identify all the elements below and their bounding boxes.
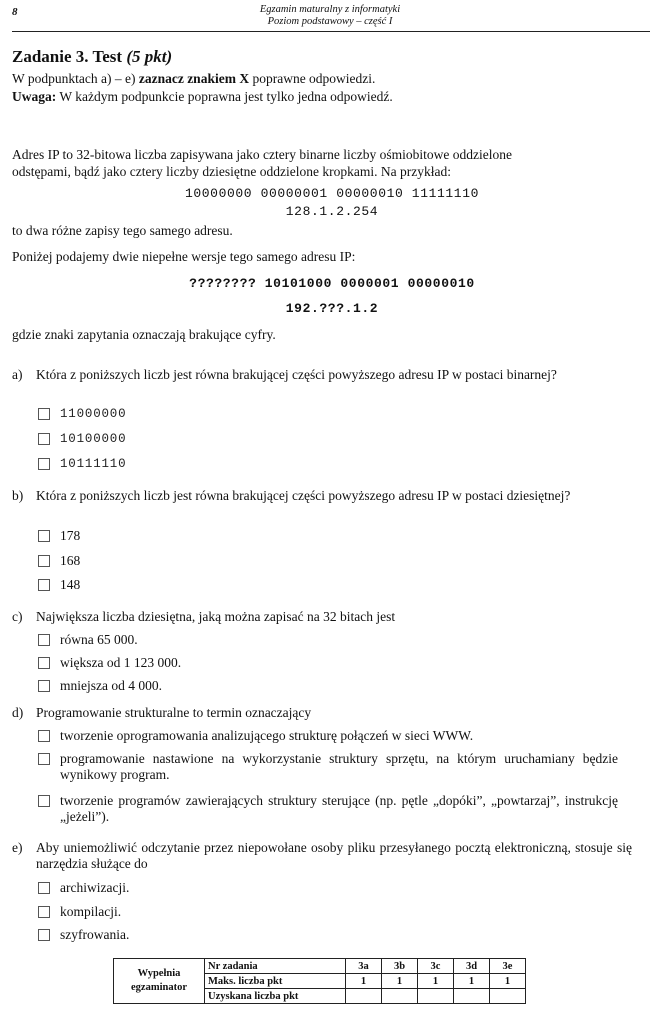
checkbox[interactable]	[38, 555, 50, 567]
answer-e-3[interactable]	[38, 927, 618, 943]
question-d	[12, 705, 632, 721]
instruction-post: poprawne odpowiedzi.	[249, 71, 376, 86]
answer-text: równa 65 000.	[60, 632, 138, 647]
checkbox[interactable]	[38, 458, 50, 470]
intro-line-1: Adres IP to 32-bitowa liczba zapisywana jako cztery binarne liczby ośmiobitowe oddzielone	[12, 147, 512, 162]
checkbox[interactable]	[38, 657, 50, 669]
answer-d-2[interactable]	[38, 751, 618, 783]
row-label-got: Uzyskana liczba pkt	[205, 989, 346, 1004]
answer-c-3[interactable]	[38, 678, 618, 694]
max-points-cell: 1	[454, 974, 490, 989]
task-number-cell: 3d	[454, 959, 490, 974]
answer-b-2[interactable]	[38, 553, 618, 569]
checkbox[interactable]	[38, 579, 50, 591]
checkbox[interactable]	[38, 433, 50, 445]
page-number: 8	[12, 6, 18, 18]
question-text: Która z poniższych liczb jest równa brakującej części powyższego adresu IP w postaci dziesiętnej?	[36, 488, 571, 503]
question-text: Programowanie strukturalne to termin oznaczający	[36, 705, 312, 720]
checkbox[interactable]	[38, 680, 50, 692]
question-text: Aby uniemożliwić odczytanie przez niepowołane osoby pliku przesyłanego pocztą elektroniczną, stosuje się narzędzia służące do	[36, 840, 632, 871]
checkbox[interactable]	[38, 730, 50, 742]
question-b	[12, 488, 632, 504]
answer-text: tworzenie oprogramowania analizującego strukturę połączeń w sieci WWW.	[60, 728, 474, 743]
max-points-cell: 1	[490, 974, 526, 989]
score-input-cell[interactable]	[418, 989, 454, 1004]
question-c	[12, 609, 632, 625]
max-points-cell: 1	[382, 974, 418, 989]
instruction-pre: W podpunktach a) – e)	[12, 71, 139, 86]
partial-binary: ???????? 10101000 0000001 00000010	[189, 276, 475, 291]
answer-b-3[interactable]	[38, 577, 618, 593]
max-points-cell: 1	[346, 974, 382, 989]
examiner-label	[114, 959, 205, 1004]
header-line-2: Poziom podstawowy – część I	[267, 16, 393, 27]
page-header-title	[160, 4, 500, 28]
answer-text: 178	[60, 528, 81, 543]
task-number-cell: 3c	[418, 959, 454, 974]
task-number-cell: 3a	[346, 959, 382, 974]
score-input-cell[interactable]	[454, 989, 490, 1004]
task-points: (5 pkt)	[126, 47, 173, 66]
task-number-cell: 3b	[382, 959, 418, 974]
partial-decimal: 192.???.1.2	[285, 301, 379, 316]
answer-a-3[interactable]	[38, 456, 618, 472]
answer-d-1[interactable]	[38, 728, 618, 744]
examiner-label-line-2: egzaminator	[131, 982, 187, 993]
answer-text: 148	[60, 577, 81, 592]
header-line-1: Egzamin maturalny z informatyki	[259, 4, 401, 15]
note-label: Uwaga:	[12, 89, 57, 104]
intro-line-3: to dwa różne zapisy tego samego adresu.	[12, 223, 233, 238]
answer-text: mniejsza od 4 000.	[60, 678, 162, 693]
answer-e-1[interactable]	[38, 880, 618, 896]
header-rule	[12, 31, 650, 32]
question-letter: b)	[12, 488, 24, 503]
task-title	[12, 47, 172, 67]
answer-b-1[interactable]	[38, 528, 618, 544]
answer-c-1[interactable]	[38, 632, 618, 648]
max-points-cell: 1	[418, 974, 454, 989]
task-note	[12, 89, 393, 105]
task-title-text: Zadanie 3. Test	[12, 47, 123, 66]
intro-line-4: Poniżej podajemy dwie niepełne wersje tego samego adresu IP:	[12, 249, 356, 264]
answer-d-3[interactable]	[38, 793, 618, 825]
answer-text: szyfrowania.	[60, 927, 130, 942]
intro-line-2: odstępami, bądź jako cztery liczby dziesiętne oddzielone kropkami. Na przykład:	[12, 164, 451, 179]
answer-c-2[interactable]	[38, 655, 618, 671]
row-label-max: Maks. liczba pkt	[205, 974, 346, 989]
task-instruction	[12, 71, 375, 87]
question-text: Największa liczba dziesiętna, jaką można zapisać na 32 bitach jest	[36, 609, 396, 624]
answer-text: programowanie nastawione na wykorzystanie struktury sprzętu, na którym uruchamiany będzie wynikowy program.	[60, 751, 618, 782]
checkbox[interactable]	[38, 753, 50, 765]
example-decimal: 128.1.2.254	[285, 204, 379, 219]
answer-text: 11000000	[60, 407, 127, 421]
question-e	[12, 840, 632, 872]
note-text: W każdym podpunkcie poprawna jest tylko jedna odpowiedź.	[56, 89, 393, 104]
score-input-cell[interactable]	[346, 989, 382, 1004]
answer-text: tworzenie programów zawierających struktury sterujące (np. pętle „dopóki”, „powtarzaj”, instrukcję „jeżeli”).	[60, 793, 618, 824]
answer-text: 168	[60, 553, 81, 568]
score-input-cell[interactable]	[382, 989, 418, 1004]
checkbox[interactable]	[38, 634, 50, 646]
answer-text: kompilacji.	[60, 904, 122, 919]
answer-text: 10100000	[60, 432, 127, 446]
answer-a-1[interactable]	[38, 406, 618, 422]
question-letter: e)	[12, 840, 23, 855]
intro-line-5: gdzie znaki zapytania oznaczają brakujące cyfry.	[12, 327, 276, 342]
checkbox[interactable]	[38, 530, 50, 542]
row-label-task: Nr zadania	[205, 959, 346, 974]
answer-text: większa od 1 123 000.	[60, 655, 182, 670]
question-text: Która z poniższych liczb jest równa brakującej części powyższego adresu IP w postaci binarnej?	[36, 367, 557, 382]
answer-text: 10111110	[60, 457, 127, 471]
answer-e-2[interactable]	[38, 904, 618, 920]
checkbox[interactable]	[38, 929, 50, 941]
instruction-bold: zaznacz znakiem X	[138, 71, 250, 86]
question-letter: c)	[12, 609, 23, 624]
question-letter: d)	[12, 705, 24, 720]
example-binary: 10000000 00000001 00000010 11111110	[184, 186, 480, 201]
score-table	[113, 958, 526, 1004]
score-input-cell[interactable]	[490, 989, 526, 1004]
question-letter: a)	[12, 367, 23, 382]
checkbox[interactable]	[38, 906, 50, 918]
checkbox[interactable]	[38, 795, 50, 807]
answer-text: archiwizacji.	[60, 880, 130, 895]
examiner-label-line-1: Wypełnia	[137, 968, 181, 979]
answer-a-2[interactable]	[38, 431, 618, 447]
task-number-cell: 3e	[490, 959, 526, 974]
checkbox[interactable]	[38, 408, 50, 420]
question-a	[12, 367, 632, 383]
checkbox[interactable]	[38, 882, 50, 894]
